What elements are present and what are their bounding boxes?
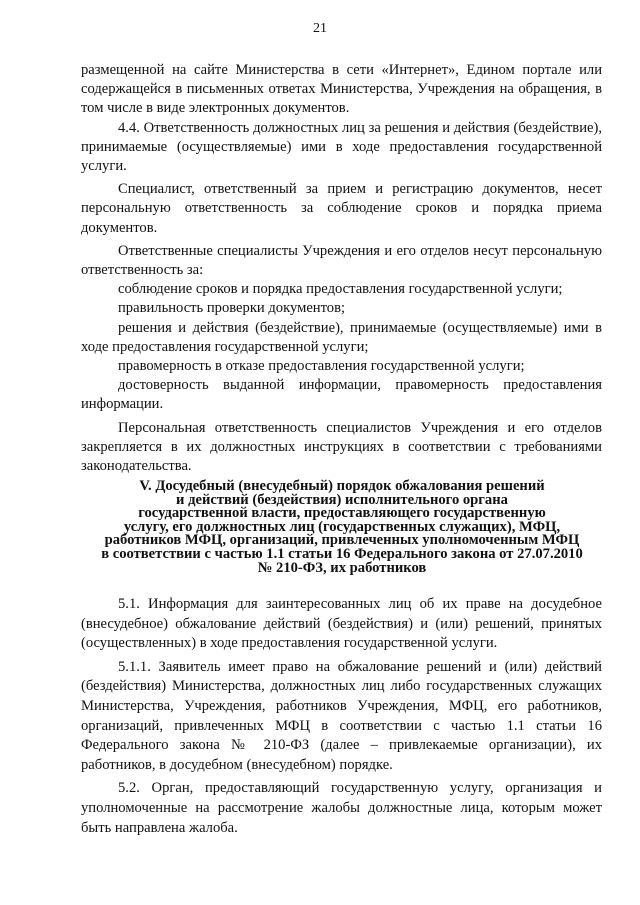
heading-line: государственной власти, предоставляющего государственную: [138, 505, 546, 522]
section-5-heading: [92, 480, 592, 575]
paragraph-responsible-specialists: Ответственные специалисты Учреждения и его отделов несут персональную ответственность за:: [81, 242, 602, 279]
list-item-information-accuracy: достоверность выданной информации, правомерность предоставления информации.: [81, 377, 602, 413]
list-item-document-check: правильность проверки документов;: [118, 300, 346, 317]
heading-line: в соответствии с частью 1.1 статьи 16 Федерального закона от 27.07.2010: [101, 545, 583, 562]
paragraph-5-1: 5.1. Информация для заинтересованных лиц об их праве на досудебное (внесудебное) обжалование действий (бездействия) и (или) решений, принятых (осуществленных) в ходе предоставления государственной услуги.: [81, 596, 602, 652]
list-item-decisions: решения и действия (бездействие), принимаемые (осуществляемые) ими в ходе предоставления государственной услуги;: [81, 319, 602, 355]
paragraph-5-1-1: 5.1.1. Заявитель имеет право на обжалование решений и (или) действий (бездействия) Министерства, должностных лиц либо государственных служащих Министерства, Учреждения, работников Учреждения, МФЦ, его работников, организаций, привлеченных МФЦ в соответствии с частью 1.1 статьи 16 Федерального закона № 210-ФЗ (далее – привлекаемые организации), их работников, в досудебном (внесудебном) порядке.: [81, 658, 602, 773]
page-number: 21: [313, 21, 327, 36]
paragraph-5-2: 5.2. Орган, предоставляющий государственную услугу, организация и уполномоченные на рассмотрение жалобы должностные лица, которым может быть направлена жалоба.: [81, 780, 602, 836]
section-4-body: [81, 61, 602, 476]
heading-line: услугу, его должностных лиц (государственных служащих), МФЦ,: [123, 518, 561, 535]
paragraph-4-4: 4.4. Ответственность должностных лиц за решения и действия (бездействие), принимаемые (осуществляемые) ими в ходе предоставления государственной услуги.: [81, 119, 602, 175]
paragraph-specialist-responsibility: Специалист, ответственный за прием и регистрацию документов, несет персональную ответственность за соблюдение сроков и порядка приема документов.: [81, 181, 602, 236]
paragraph-continuation: размещенной на сайте Министерства в сети «Интернет», Едином портале или содержащейся в письменных ответах Министерства, Учреждения на обращения, в том числе в виде электронных документов.: [81, 62, 602, 117]
list-item-deadlines: соблюдение сроков и порядка предоставления государственной услуги;: [118, 281, 563, 298]
heading-line: № 210-ФЗ, их работников: [257, 559, 427, 576]
paragraph-personal-responsibility: Персональная ответственность специалистов Учреждения и его отделов закрепляется в их должностных инструкциях в соответствии с требованиями законодательства.: [81, 419, 602, 475]
section-5-body: [81, 595, 602, 838]
list-item-refusal-legality: правомерность в отказе предоставления государственной услуги;: [118, 358, 525, 375]
heading-line: и действий (бездействия) исполнительного органа: [176, 491, 508, 508]
heading-line: работников МФЦ, организаций, привлеченных уполномоченным МФЦ: [104, 532, 580, 549]
heading-line: V. Досудебный (внесудебный) порядок обжалования решений: [139, 478, 545, 494]
